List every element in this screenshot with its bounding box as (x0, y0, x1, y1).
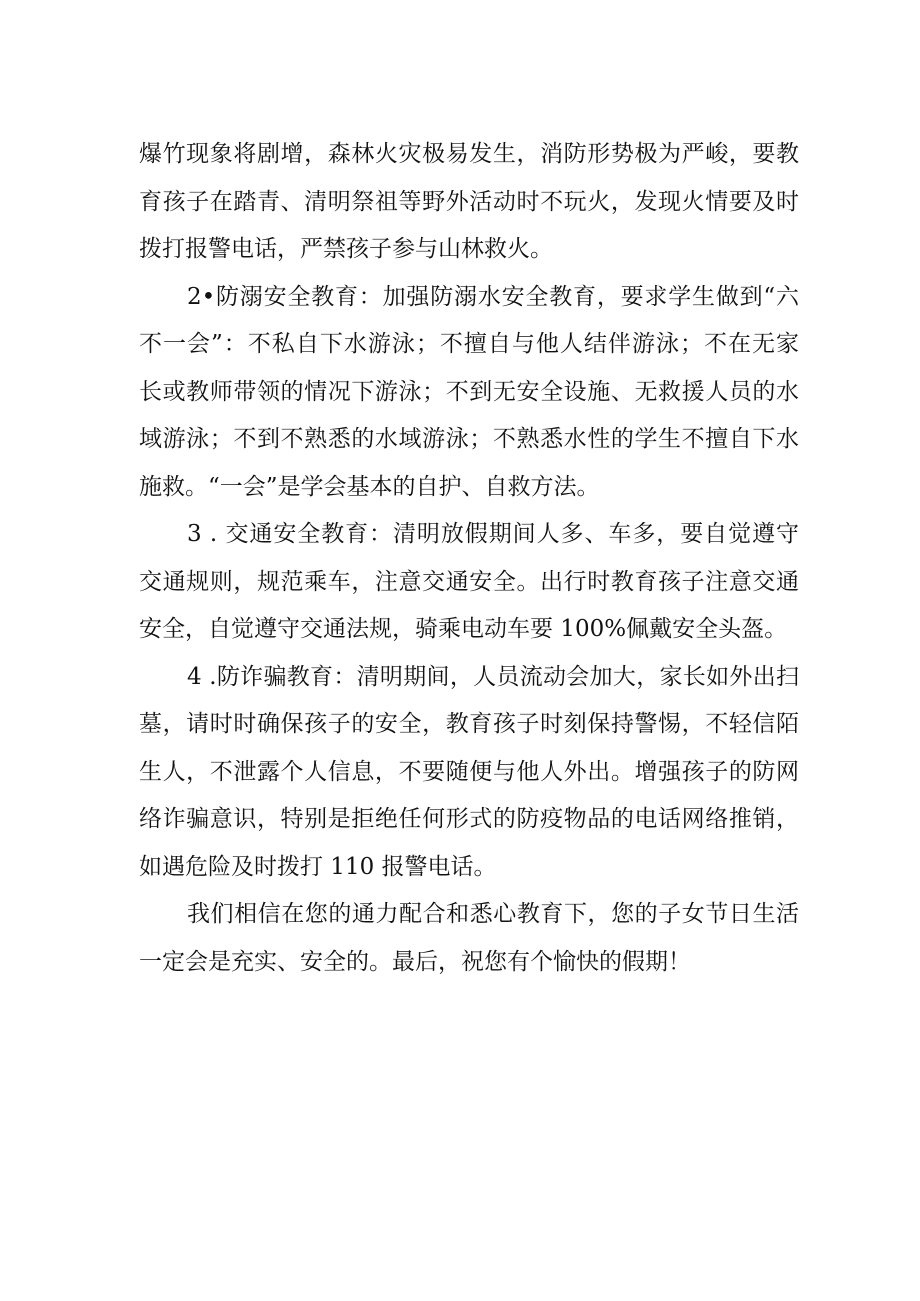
fraud-prevention-line-4: 络诈骗意识，特别是拒绝任何形式的防疫物品的电话网络推销， (139, 806, 799, 832)
traffic-safety-line-3: 安全，自觉遵守交通法规，骑乘电动车要 100%佩戴安全头盔。 (139, 616, 788, 642)
closing-line-1: 我们相信在您的通力配合和悉心教育下，您的子女节日生活 (187, 901, 799, 927)
document-body (139, 131, 799, 986)
fire-safety-line-3: 拨打报警电话，严禁孩子参与山林救火。 (139, 236, 553, 262)
drowning-safety-heading-line: 2•防溺安全教育：加强防溺水安全教育，要求学生做到“六 (187, 283, 799, 310)
fraud-prevention-heading-line: 4 .防诈骗教育：清明期间，人员流动会加大，家长如外出扫 (187, 663, 799, 690)
traffic-safety-line-2: 交通规则，规范乘车，注意交通安全。出行时教育孩子注意交通 (139, 568, 799, 595)
fraud-prevention-line-3: 生人，不泄露个人信息，不要随便与他人外出。增强孩子的防网 (139, 758, 799, 785)
drowning-safety-line-5: 施救。“一会”是学会基本的自护、自救方法。 (139, 473, 600, 500)
closing-line-2: 一定会是充实、安全的。最后，祝您有个愉快的假期！ (139, 948, 691, 975)
fire-safety-line-2: 育孩子在踏青、清明祭祖等野外活动时不玩火，发现火情要及时 (139, 188, 799, 215)
fraud-prevention-line-2: 墓，请时时确保孩子的安全，教育孩子时刻保持警惕，不轻信陌 (139, 711, 799, 737)
traffic-safety-heading-line: 3 . 交通安全教育：清明放假期间人多、车多，要自觉遵守 (187, 521, 799, 547)
drowning-safety-line-2: 不一会”：不私自下水游泳；不擅自与他人结伴游泳；不在无家 (139, 331, 799, 357)
drowning-safety-line-3: 长或教师带领的情况下游泳；不到无安全设施、无救援人员的水 (139, 378, 799, 405)
fraud-prevention-line-5: 如遇危险及时拨打 110 报警电话。 (139, 853, 497, 880)
fire-safety-line-1: 爆竹现象将剧增，森林火灾极易发生，消防形势极为严峻，要教 (139, 141, 799, 167)
drowning-safety-line-4: 域游泳；不到不熟悉的水域游泳；不熟悉水性的学生不擅自下水 (139, 426, 799, 452)
